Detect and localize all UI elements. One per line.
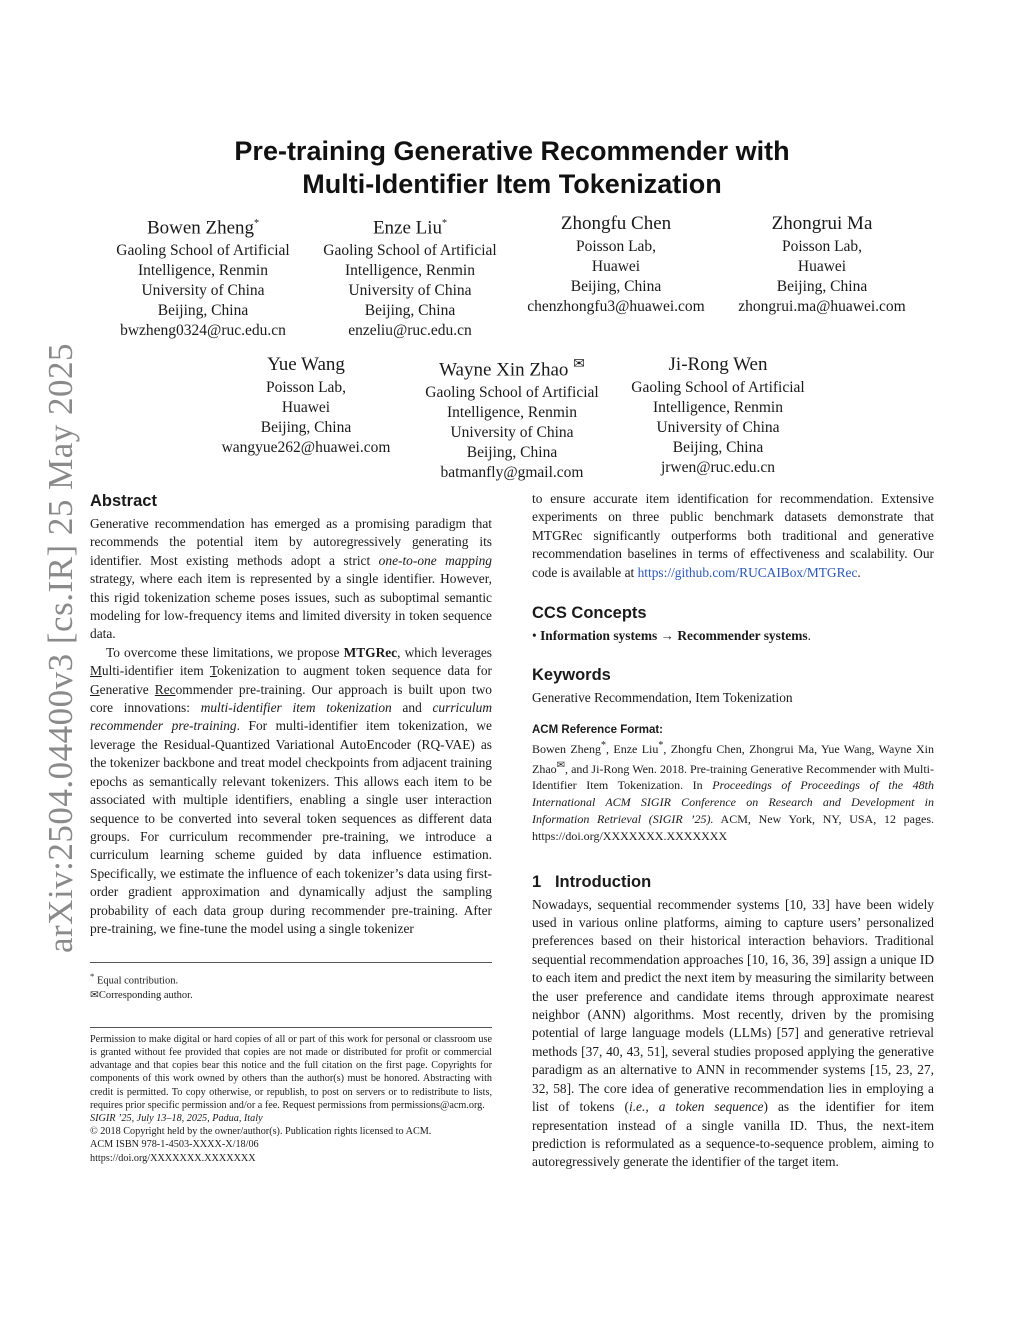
intro-paragraph: Nowadays, sequential recommender systems [10, 33] have been widely used in various online platforms, aiming to capture users’ personalized preferences based on their historical interaction behaviors. Traditional sequential recommendation approaches [10, 16, 36, 39] assign a unique ID to each item and predict the next item by measuring the similarity between the user preference and candidate items through approximate nearest neighbor (ANN) algorithms. Most recently, driven by the promising potential of large language models (LLMs) [57] and generative retrieval methods [37, 40, 43, 51], several studies proposed applying the generative paradigm as an alternative to ANN in recommender systems [15, 23, 27, 32, 58]. The core idea of generative recommendation lies in employing a list of tokens (i.e., a token sequence) as the identifier for item representation instead of a single vanilla ID. Thus, the next-item prediction is reformulated as a sequence-to-sequence problem, aiming to autoregressively generate the identifier of the target item. <box>532 896 934 1170</box>
affiliation-line: University of China <box>141 282 265 300</box>
author-block <box>707 212 937 317</box>
author-email[interactable]: zhongrui.ma@huawei.com <box>738 298 906 315</box>
arxiv-id: arXiv:2504.04400v3 [cs.IR] 25 May 2025 <box>41 342 80 954</box>
author-name: Ji-Rong Wen <box>668 354 768 375</box>
affiliation-line: Intelligence, Renmin <box>653 399 783 416</box>
doi-line[interactable]: https://doi.org/XXXXXXX.XXXXXXX <box>90 1152 256 1164</box>
paper-title <box>0 135 1024 201</box>
affiliation-line: Gaoling School of Artificial <box>425 384 599 402</box>
abstract-paragraph-1: Generative recommendation has emerged as a promising paradigm that recommends the potential item by autoregressively generating its identifier. Most existing methods adopt a strict one-to-one mapping strategy, where each item is represented by a single identifier. However, this rigid tokenization scheme poses issues, such as suboptimal semantic modeling for low-frequency items and limited diversity in token sequence data. <box>90 516 492 642</box>
envelope-icon: ✉ <box>573 357 585 372</box>
affiliation-line: Gaoling School of Artificial <box>116 242 290 260</box>
affiliation-line: Poisson Lab, <box>575 238 657 255</box>
footnote-equal: * Equal contribution. <box>90 971 179 987</box>
affiliation-line: Beijing, China <box>570 278 662 295</box>
affiliation-line: Gaoling School of Artificial <box>631 379 805 396</box>
affiliation-line: Gaoling School of Artificial <box>323 242 497 260</box>
author-email[interactable]: batmanfly@gmail.com <box>440 464 584 482</box>
affiliation-line: Poisson Lab, <box>781 238 863 255</box>
conference-venue: SIGIR ’25, July 13–18, 2025, Padua, Italy <box>90 1113 263 1125</box>
affiliation-line: University of China <box>656 419 780 436</box>
title-line-1: Pre-training Generative Recommender with <box>234 136 790 166</box>
author-email[interactable]: bwzheng0324@ruc.edu.cn <box>120 322 286 340</box>
author-name: Wayne Xin Zhao ✉ <box>439 357 585 381</box>
envelope-icon: ✉ <box>556 759 566 771</box>
left-column <box>90 490 492 1165</box>
author-email[interactable]: wangyue262@huawei.com <box>221 439 391 456</box>
permission-text: Permission to make digital or hard copies of all or part of this work for personal or classroom use is granted without fee provided that copies are not made or distributed for profit or commercial advantage and that copies bear this notice and the full citation on the first page. Copyrights for components of this work owned by others than the author(s) must be honored. Abstracting with credit is permitted. To copy otherwise, or republish, to post on servers or to redistribute to lists, requires prior specific permission and/or a fee. Request permissions from permissions@acm.org. <box>90 1033 492 1111</box>
copyright-line: © 2018 Copyright held by the owner/author(s). Publication rights licensed to ACM. <box>90 1126 432 1138</box>
affiliation-line: Beijing, China <box>672 439 764 456</box>
ccs-heading: CCS Concepts <box>532 604 647 623</box>
author-name: Bowen Zheng* <box>146 217 260 239</box>
affiliation-line: Beijing, China <box>776 278 868 295</box>
code-link[interactable]: https://github.com/RUCAIBox/MTGRec <box>637 564 858 580</box>
author-block <box>397 353 627 483</box>
author-name: Zhongrui Ma <box>771 213 873 234</box>
affiliation-line: Beijing, China <box>364 302 456 320</box>
acm-reference-heading: ACM Reference Format: <box>532 723 663 736</box>
keywords-text: Generative Recommendation, Item Tokenization <box>532 690 793 706</box>
keywords-heading: Keywords <box>532 666 611 685</box>
author-name: Yue Wang <box>267 354 345 375</box>
abstract-paragraph-2: To overcome these limitations, we propose MTGRec, which leverages Multi-identifier item Tokenization to augment token sequence data for Generative Recommender pre-training. Our approach is built upon two core innovations: multi-identifier item tokenization and curriculum recommender pre-training. For multi-identifier item tokenization, we leverage the Residual-Quantized Variational AutoEncoder (RQ-VAE) as the tokenizer backbone and treat model checkpoints from adjacent training epochs as semantically relevant tokenizers. This allows each item to be associated with multiple identifiers, enabling a single user interaction sequence to be converted into several token sequences as different data groups. For curriculum recommender pre-training, we introduce a curriculum learning scheme guided by data influence estimation. Specifically, we estimate the influence of each tokenizer’s data using first-order gradient approximation and dynamically adjust the sampling probability of each data group during recommender pre-training. After pre-training, we fine-tune the model using a single tokenizer <box>90 644 492 936</box>
affiliation-line: Beijing, China <box>260 419 352 436</box>
affiliation-line: Intelligence, Renmin <box>345 262 475 280</box>
author-email[interactable]: chenzhongfu3@huawei.com <box>527 298 705 315</box>
title-line-2: Multi-Identifier Item Tokenization <box>302 169 722 199</box>
affiliation-line: University of China <box>450 424 574 442</box>
footnote-rule <box>90 962 492 963</box>
affiliation-line: Huawei <box>797 258 847 275</box>
affiliation-line: University of China <box>348 282 472 300</box>
affiliation-line: Poisson Lab, <box>265 379 347 396</box>
author-name: Enze Liu* <box>372 217 448 239</box>
author-block <box>88 212 318 341</box>
author-block <box>191 353 421 458</box>
abstract-continuation: to ensure accurate item identification for recommendation. Extensive experiments on three public benchmark datasets demonstrate that MTGRec significantly outperforms both traditional and generative recommendation baselines in terms of effectiveness and scalability. Our code is available at https://github.com/RUCAIBox/MTGRec. <box>532 491 934 580</box>
author-name: Zhongfu Chen <box>560 213 672 234</box>
affiliation-line: Huawei <box>591 258 641 275</box>
author-email[interactable]: jrwen@ruc.edu.cn <box>660 459 776 476</box>
author-block <box>603 353 833 478</box>
author-block <box>295 212 525 341</box>
affiliation-line: Huawei <box>281 399 331 416</box>
affiliation-line: Intelligence, Renmin <box>138 262 268 280</box>
arxiv-sidebar <box>38 342 84 954</box>
envelope-icon: ✉ <box>90 989 99 1001</box>
author-email[interactable]: enzeliu@ruc.edu.cn <box>348 322 472 340</box>
ccs-concepts: • Information systems → Recommender systems. <box>532 628 811 644</box>
intro-heading: 1 Introduction <box>532 872 652 891</box>
abstract-heading: Abstract <box>90 492 157 510</box>
isbn-line: ACM ISBN 978-1-4503-XXXX-X/18/06 <box>90 1139 259 1151</box>
permission-rule <box>90 1027 492 1028</box>
author-block <box>501 212 731 317</box>
right-column <box>532 490 934 1172</box>
permission-block <box>90 1033 492 1165</box>
footnote-corresponding: ✉Corresponding author. <box>90 989 193 1001</box>
affiliation-line: Beijing, China <box>157 302 249 320</box>
affiliation-line: Beijing, China <box>466 444 558 462</box>
affiliation-line: Intelligence, Renmin <box>447 404 577 422</box>
acm-reference-text: Bowen Zheng*, Enze Liu*, Zhongfu Chen, Zhongrui Ma, Yue Wang, Wayne Xin Zhao✉, and Ji-Rong Wen. 2018. Pre-training Generative Recommender with Multi-Identifier Item Tokenization. In Proceedings of Proceedings of the 48th International ACM SIGIR Conference on Research and Development in Information Retrieval (SIGIR ’25). ACM, New York, NY, USA, 12 pages. https://doi.org/XXXXXXX.XXXXXXX <box>532 739 934 843</box>
